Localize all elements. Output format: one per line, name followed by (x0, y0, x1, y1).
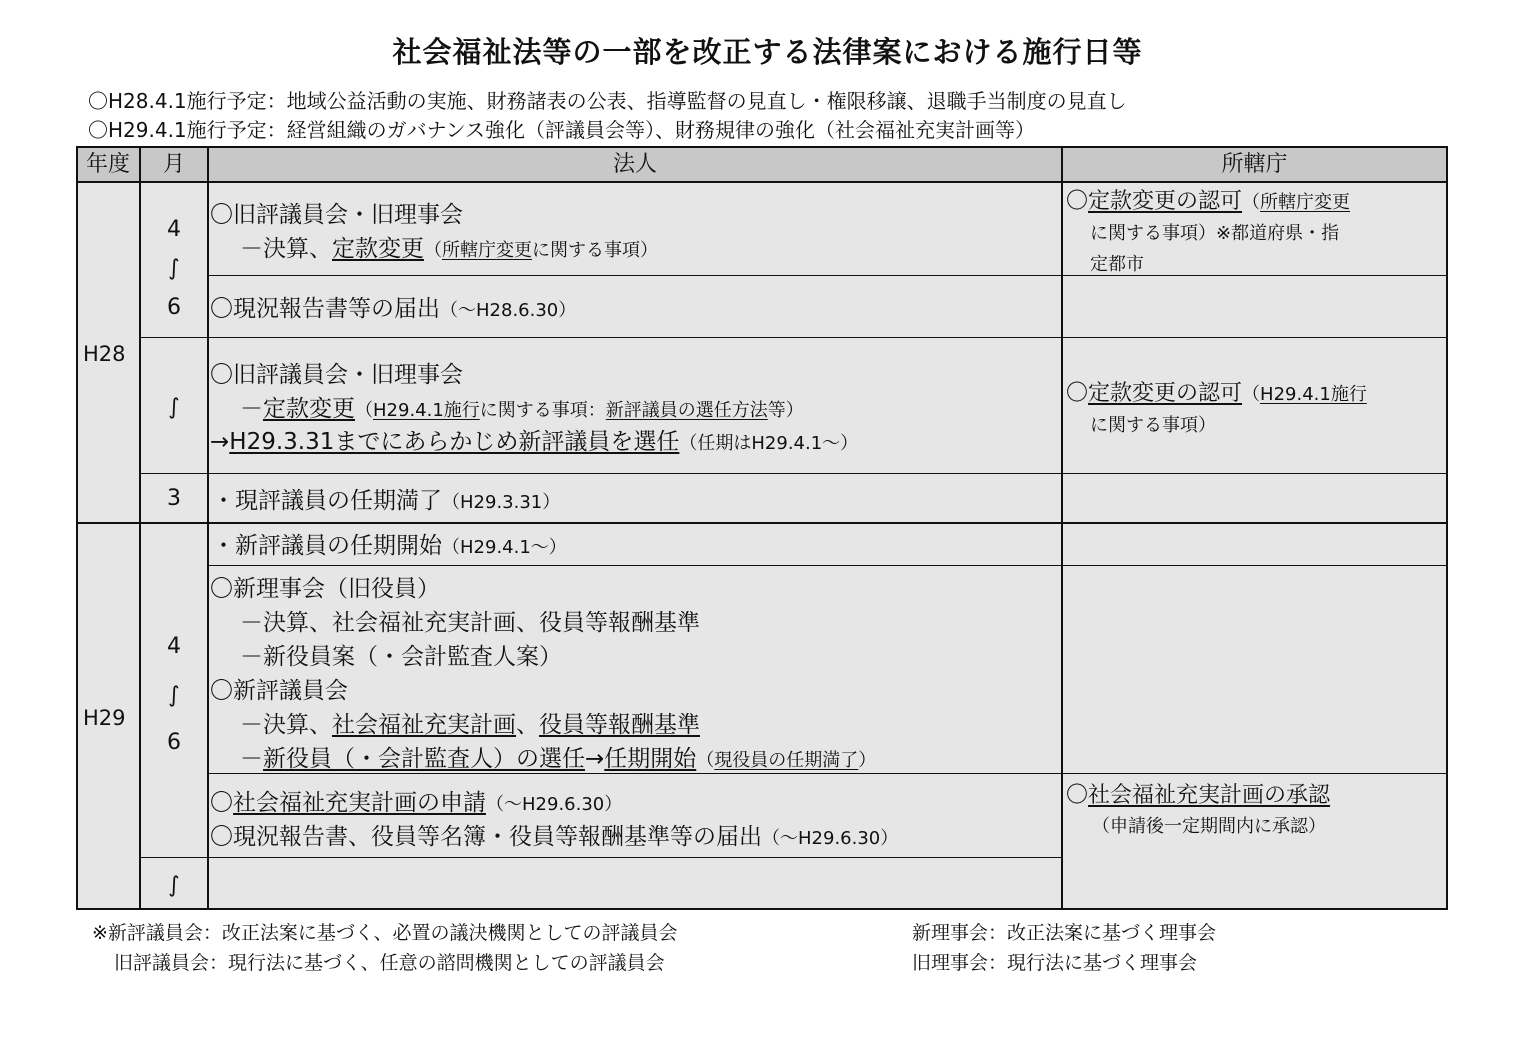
row6-corp-line2: －決算、社会福祉充実計画、役員等報酬基準 (240, 610, 700, 636)
header-agency: 所轄庁 (1062, 147, 1447, 182)
year-divider (76, 522, 1448, 524)
month-4: 4 (167, 634, 181, 659)
document-title: 社会福祉法等の一部を改正する法律案における施行日等 (392, 35, 1143, 69)
row6-corp-line3: －新役員案（・会計監査人案） (240, 644, 562, 670)
row-divider (140, 337, 1448, 338)
row7-corp-line1: 〇社会福祉充実計画の申請（～H29.6.30） (210, 790, 623, 816)
row3-corp-line2: －定款変更（H29.4.1施行に関する事項：新評議員の選任方法等） (240, 396, 804, 422)
row3-corp-line1: 〇旧評議員会・旧理事会 (210, 362, 463, 388)
header-divider (76, 181, 1448, 183)
row-divider (140, 473, 1448, 474)
table-border-top (76, 146, 1448, 148)
row-divider (140, 857, 1062, 858)
intro-line-h28: 〇H28.4.1施行予定：地域公益活動の実施、財務諸表の公表、指導監督の見直し・権限移譲、退職手当制度の見直し (88, 89, 1127, 113)
intro-line-h29: 〇H29.4.1施行予定：経営組織のガバナンス強化（評議員会等）、財務規律の強化（社会福祉充実計画等） (88, 118, 1036, 142)
month-wave: ∫ (168, 873, 180, 898)
row1-agency: 〇定款変更の認可（所轄庁変更 に関する事項）※都道府県・指 定都市 (1066, 189, 1351, 275)
row-divider (208, 565, 1448, 566)
month-4: 4 (167, 217, 181, 242)
row1-corp-line1: 〇旧評議員会・旧理事会 (210, 202, 463, 228)
table-border-bottom (76, 908, 1448, 910)
row3-corp-line3: →H29.3.31までにあらかじめ新評議員を選任（任期はH29.4.1～） (210, 429, 859, 455)
month-6: 6 (167, 730, 181, 755)
col-divider (1061, 146, 1063, 910)
month-6: 6 (167, 295, 181, 320)
row6-corp-line1: 〇新理事会（旧役員） (210, 576, 440, 602)
row3-agency: 〇定款変更の認可（H29.4.1施行 に関する事項） (1066, 381, 1367, 436)
row6-corp-line4: 〇新評議員会 (210, 678, 348, 704)
footnote-new-board: 新理事会：改正法案に基づく理事会 (912, 922, 1217, 944)
month-wave: ∫ (168, 395, 180, 420)
row6-corp-line5: －決算、社会福祉充実計画、役員等報酬基準 (240, 712, 700, 738)
month-wave: ∫ (168, 256, 180, 281)
footnote-old-board: 旧理事会：現行法に基づく理事会 (912, 952, 1198, 974)
table-border-left (76, 146, 78, 910)
row6-corp-line6: －新役員（・会計監査人）の選任→任期開始（現役員の任期満了） (240, 746, 877, 772)
row7-corp-line2: 〇現況報告書、役員等名簿・役員等報酬基準等の届出（～H29.6.30） (210, 824, 899, 850)
year-h29: H29 (83, 706, 126, 730)
row4-corp: ・現評議員の任期満了（H29.3.31） (212, 488, 561, 514)
row5-corp: ・新評議員の任期開始（H29.4.1～） (212, 533, 567, 559)
table-border-right (1446, 146, 1448, 910)
month-wave: ∫ (168, 683, 180, 708)
row7-agency: 〇社会福祉充実計画の承認 （申請後一定期間内に承認） (1066, 783, 1331, 837)
month-3: 3 (167, 486, 181, 511)
footnote-new-council: ※新評議員会：改正法案に基づく、必置の議決機関としての評議員会 (92, 922, 678, 944)
footnote-old-council: 旧評議員会：現行法に基づく、任意の諮問機関としての評議員会 (114, 952, 665, 974)
header-corp: 法人 (208, 147, 1062, 182)
header-month: 月 (140, 147, 208, 182)
row2-corp: 〇現況報告書等の届出（～H28.6.30） (210, 296, 577, 322)
row1-corp-line2: －決算、定款変更（所轄庁変更に関する事項） (240, 236, 658, 262)
header-year: 年度 (76, 147, 140, 182)
year-h28: H28 (83, 342, 126, 366)
